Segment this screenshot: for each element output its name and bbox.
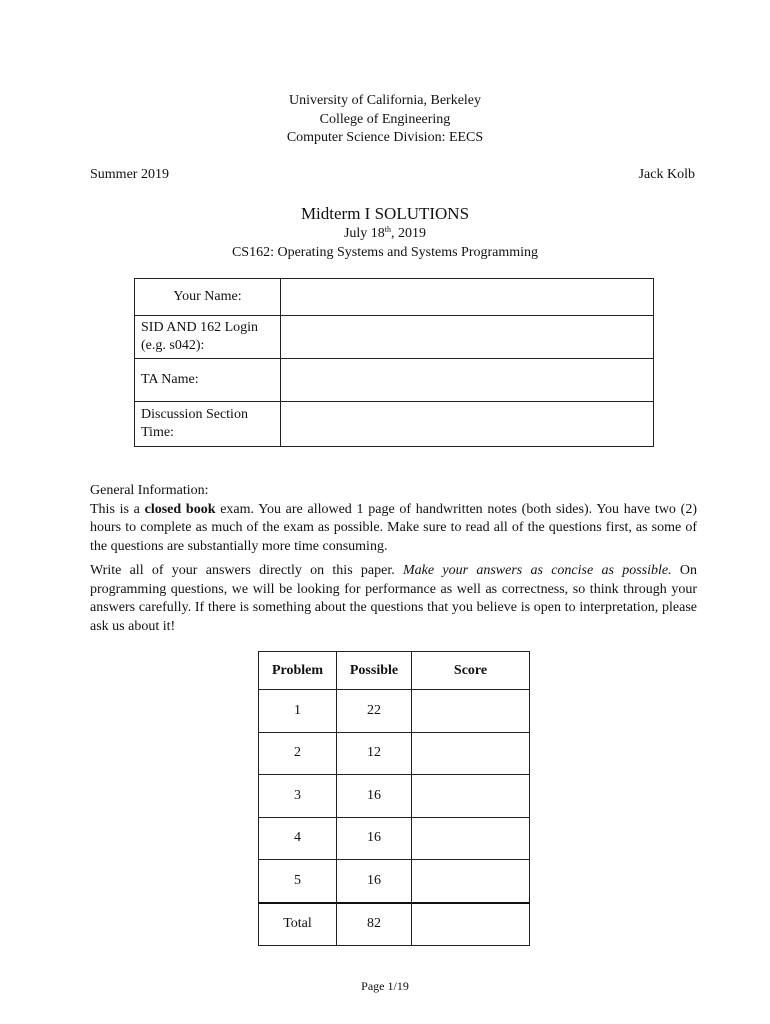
possible-points: 16 (337, 775, 412, 818)
total-row (259, 903, 530, 946)
possible-points: 22 (337, 690, 412, 733)
sid-login-label: SID AND 162 Login (e.g. s042): (135, 316, 281, 359)
total-possible: 82 (337, 903, 412, 946)
university-name: University of California, Berkeley (288, 93, 482, 108)
header-problem: Problem (259, 652, 337, 690)
possible-points: 16 (337, 860, 412, 903)
discussion-section-label: Discussion Section Time: (135, 402, 281, 447)
general-paragraph-1: This is a closed book exam. You are allowed 1 page of handwritten notes (both sides). You have two (2) hours to complete as much of the exam as possible. Make sure to read all of the questions first, as some of the questions are substantially more time consuming. (90, 501, 697, 554)
problem-number: 4 (259, 817, 337, 860)
exam-date: July 18th, 2019 (343, 225, 427, 241)
ta-name-field[interactable] (281, 359, 654, 402)
problem-number: 2 (259, 732, 337, 775)
course-name: CS162: Operating Systems and Systems Programming (231, 245, 539, 260)
division-name: Computer Science Division: EECS (286, 130, 484, 145)
table-row (259, 860, 530, 903)
your-name-label: Your Name: (135, 279, 281, 316)
discussion-section-field[interactable] (281, 402, 654, 447)
score-cell[interactable] (412, 775, 530, 818)
exam-title-block (0, 203, 770, 262)
general-information (90, 482, 697, 636)
possible-points: 16 (337, 817, 412, 860)
term-label: Summer 2019 (90, 167, 169, 182)
student-info-table (134, 278, 654, 447)
score-cell[interactable] (412, 817, 530, 860)
score-cell[interactable] (412, 690, 530, 733)
total-score-cell[interactable] (412, 903, 530, 946)
problem-number: 1 (259, 690, 337, 733)
score-cell[interactable] (412, 860, 530, 903)
table-row (259, 732, 530, 775)
table-row (135, 402, 654, 447)
general-paragraph-2: Write all of your answers directly on this paper. Make your answers as concise as possible. On programming questions, we will be looking for performance as well as correctness, so think through your answers carefully. If there is something about the questions that you believe is open to interpretation, please ask us about it! (90, 563, 697, 634)
page-number: Page 1/19 (361, 979, 409, 993)
header-score: Score (412, 652, 530, 690)
table-row (259, 690, 530, 733)
institution-header (0, 92, 770, 148)
sid-login-field[interactable] (281, 316, 654, 359)
score-table-header (259, 652, 530, 690)
table-row (135, 359, 654, 402)
general-heading: General Information: (90, 483, 209, 498)
problem-number: 3 (259, 775, 337, 818)
exam-title: Midterm I SOLUTIONS (300, 204, 470, 223)
problem-number: 5 (259, 860, 337, 903)
your-name-field[interactable] (281, 279, 654, 316)
score-cell[interactable] (412, 732, 530, 775)
college-name: College of Engineering (319, 111, 451, 127)
total-label: Total (259, 903, 337, 946)
ta-name-label: TA Name: (135, 359, 281, 402)
table-row (135, 316, 654, 359)
table-row (259, 817, 530, 860)
table-row (259, 775, 530, 818)
instructor-name: Jack Kolb (638, 167, 695, 182)
table-row (135, 279, 654, 316)
header-possible: Possible (337, 652, 412, 690)
score-table (258, 651, 530, 946)
possible-points: 12 (337, 732, 412, 775)
